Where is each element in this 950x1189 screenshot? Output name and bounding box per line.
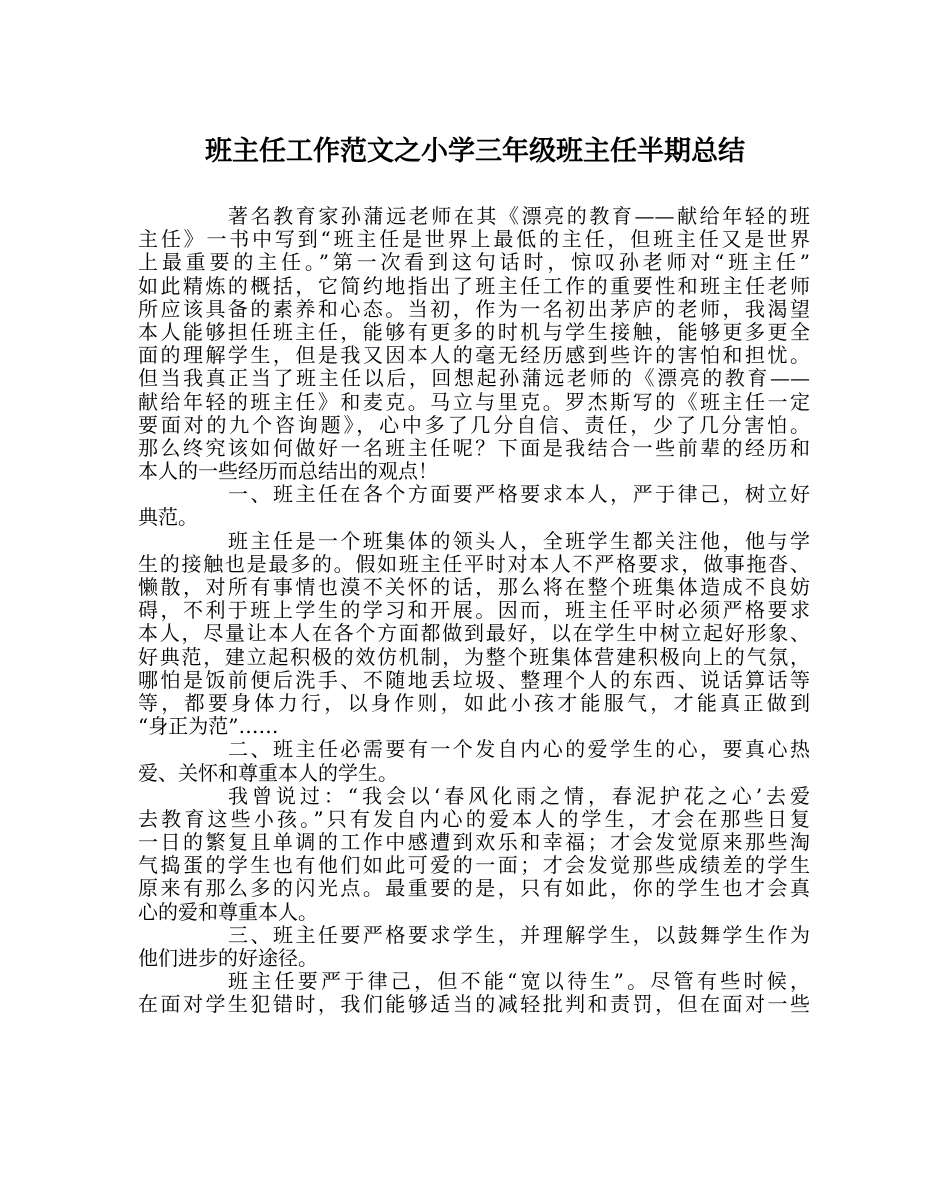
text-line: 在面对学生犯错时，我们能够适当的减轻批判和责罚，但在面对一些 [138, 992, 810, 1017]
paragraph [138, 530, 810, 739]
paragraph [138, 205, 810, 483]
text-line: 本人，尽量让本人在各个方面都做到最好，以在学生中树立起好形象、 [138, 621, 810, 646]
text-line: 著名教育家孙蒲远老师在其《漂亮的教育——献给年轻的班 [228, 204, 810, 228]
text-line: 本人的一些经历而总结出的观点！ [138, 459, 438, 484]
text-line: 哪怕是饭前便后洗手、不随地丢垃圾、整理个人的东西、说话算话等 [138, 667, 810, 692]
document-body [138, 205, 810, 1017]
text-line: 爱、关怀和尊重本人的学生。 [138, 760, 398, 785]
text-line: 三、班主任要严格要求学生，并理解学生，以鼓舞学生作为 [228, 922, 810, 947]
text-line: 献给年轻的班主任》和麦克。马立与里克。罗杰斯写的《班主任一定 [138, 389, 810, 414]
text-line: 如此精炼的概括，它简约地指出了班主任工作的重要性和班主任老师 [138, 273, 810, 298]
text-line: 懒散，对所有事情也漠不关怀的话，那么将在整个班集体造成不良妨 [138, 575, 810, 599]
text-line: 去教育这些小孩。”只有发自内心的爱本人的学生，才会在那些日复 [138, 806, 810, 831]
text-line: 本人能够担任班主任，能够有更多的时机与学生接触，能够更多更全 [138, 319, 810, 344]
text-line: 典范。 [138, 505, 198, 530]
text-line: 他们进步的好途径。 [138, 946, 318, 970]
text-line: 我曾说过：“我会以‘春风化雨之情，春泥护花之心’去爱 [228, 783, 810, 808]
text-line: 气捣蛋的学生也有他们如此可爱的一面；才会发觉那些成绩差的学生 [138, 853, 810, 878]
text-line: 原来有那么多的闪光点。最重要的是，只有如此，你的学生也才会真 [138, 876, 810, 901]
document-title: 班主任工作范文之小学三年级班主任半期总结 [205, 136, 745, 167]
text-line: 生的接触也是最多的。假如班主任平时对本人不严格要求，做事拖沓、 [138, 551, 810, 576]
text-line: 主任》一书中写到“班主任是世界上最低的主任，但班主任又是世界 [138, 227, 810, 252]
text-line: 那么终究该如何做好一名班主任呢？下面是我结合一些前辈的经历和 [138, 435, 810, 460]
text-line: 班主任是一个班集体的领头人，全班学生都关注他，他与学 [228, 528, 810, 553]
paragraph [138, 738, 810, 784]
text-line: 面的理解学生，但是我又因本人的毫无经历感到些许的害怕和担忧。 [138, 343, 810, 368]
text-line: 碍，不利于班上学生的学习和开展。因而，班主任平时必须严格要求 [138, 598, 810, 623]
text-line: 要面对的九个咨询题》，心中多了几分自信、责任，少了几分害怕。 [138, 412, 810, 437]
text-line: 等，都要身体力行，以身作则，如此小孩才能服气，才能真正做到 [138, 690, 810, 715]
paragraph [138, 483, 810, 529]
text-line: 班主任要严于律己，但不能“宽以待生”。尽管有些时候， [228, 969, 810, 994]
text-line: 上最重要的主任。”第一次看到这句话时，惊叹孙老师对“班主任” [138, 250, 810, 275]
text-line: 二、班主任必需要有一个发自内心的爱学生的心，要真心热 [228, 737, 810, 762]
paragraph [138, 785, 810, 924]
text-line: “身正为范”…… [138, 714, 279, 739]
text-line: 心的爱和尊重本人。 [138, 899, 318, 924]
paragraph [138, 970, 810, 1016]
text-line: 一、班主任在各个方面要严格要求本人，严于律己，树立好 [228, 482, 810, 507]
text-line: 一日的繁复且单调的工作中感遭到欢乐和幸福；才会发觉原来那些淘 [138, 830, 810, 855]
text-line: 但当我真正当了班主任以后，回想起孙蒲远老师的《漂亮的教育—— [138, 366, 810, 391]
text-line: 好典范，建立起积极的效仿机制，为整个班集体营建积极向上的气氛， [138, 644, 810, 669]
text-line: 所应该具备的素养和心态。当初，作为一名初出茅庐的老师，我渴望 [138, 296, 810, 321]
paragraph [138, 924, 810, 970]
